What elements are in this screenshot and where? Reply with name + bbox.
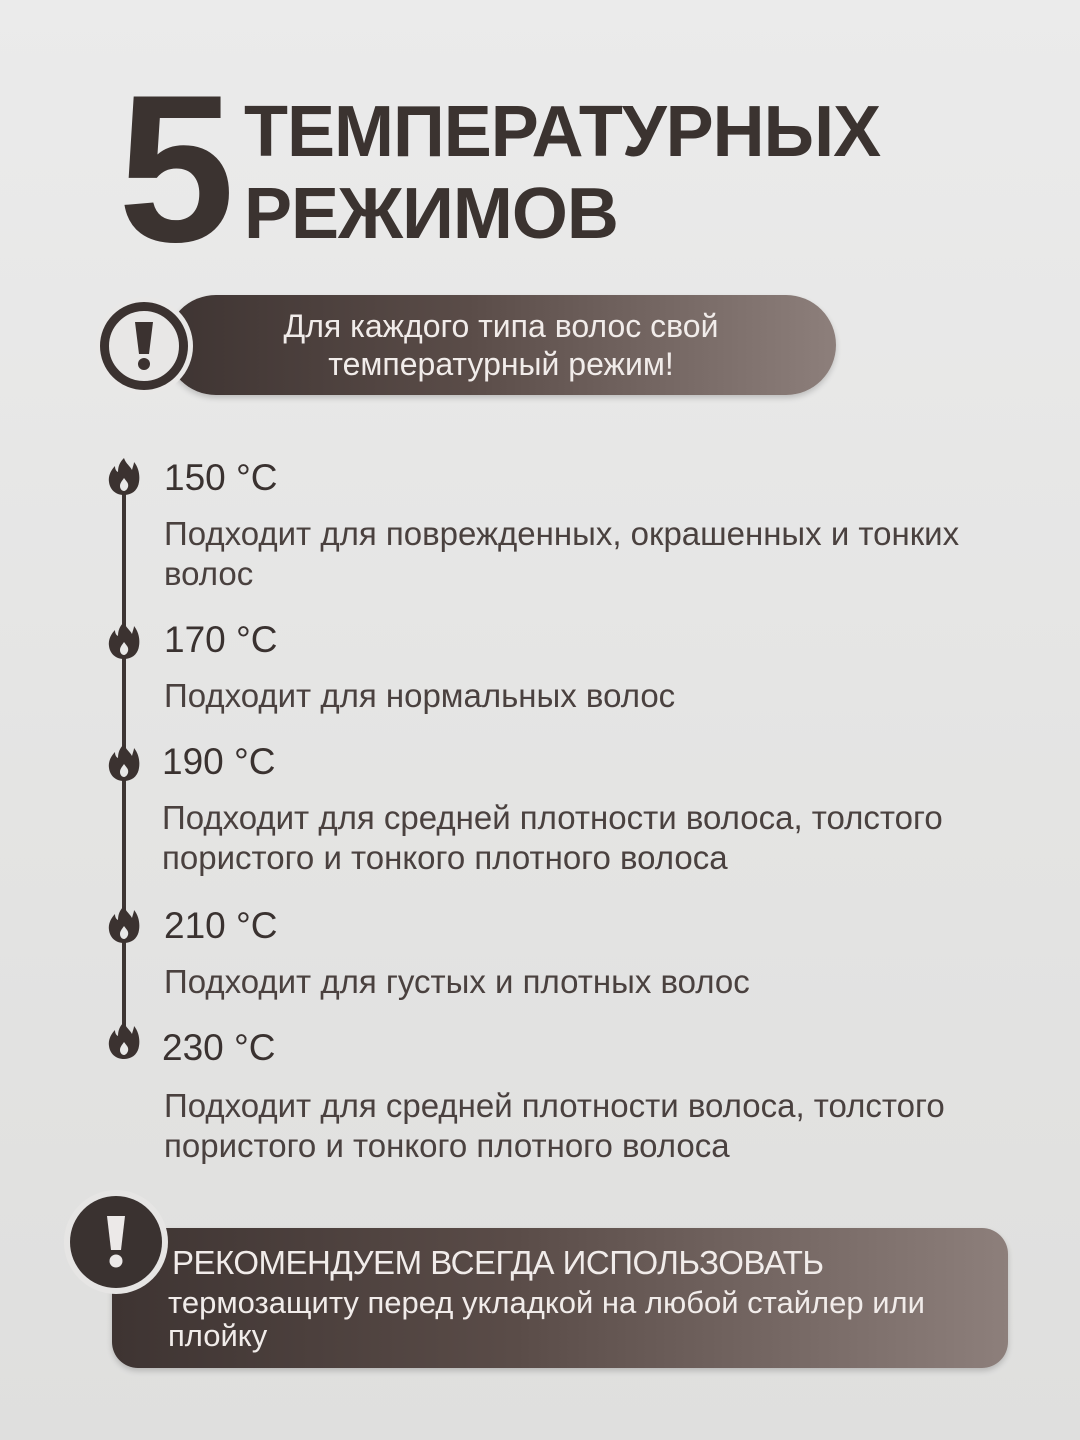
flame-icon [106,1020,142,1060]
mode-description: Подходит для нормальных волос [164,677,676,714]
recommendation-headline: РЕКОМЕНДУЕМ ВСЕГДА ИСПОЛЬЗОВАТЬ [172,1244,824,1281]
mode-description: Подходит для средней плотности волоса, толстого пористого и тонкого плотного волоса [164,1087,945,1164]
exclamation-icon [70,1196,162,1288]
mode-description: Подходит для поврежденных, окрашенных и тонких волос [164,515,960,592]
mode-description: Подходит для средней плотности волоса, толстого пористого и тонкого плотного волоса [162,799,943,876]
notice-banner [166,295,836,395]
exclamation-icon [100,302,188,390]
recommendation-text: термозащиту перед укладкой на любой стайлер или плойку [168,1285,925,1353]
flame-icon [106,904,142,944]
title-line-1: ТЕМПЕРАТУРНЫХ [244,92,881,172]
flame-icon [106,456,142,496]
recommendation-banner [112,1228,1008,1368]
mode-temperature: 210 °C [164,905,278,946]
mode-description: Подходит для густых и плотных волос [164,963,750,1000]
mode-temperature: 190 °C [162,741,276,782]
notice-text: Для каждого типа волос свой температурный режим! [283,308,719,382]
mode-temperature: 230 °C [162,1027,276,1068]
title-line-2: РЕЖИМОВ [244,174,618,254]
big-number-five: 5 [118,51,231,286]
mode-temperature: 170 °C [164,619,278,660]
mode-temperature: 150 °C [164,457,278,498]
flame-icon [106,620,142,660]
flame-icon [106,742,142,782]
